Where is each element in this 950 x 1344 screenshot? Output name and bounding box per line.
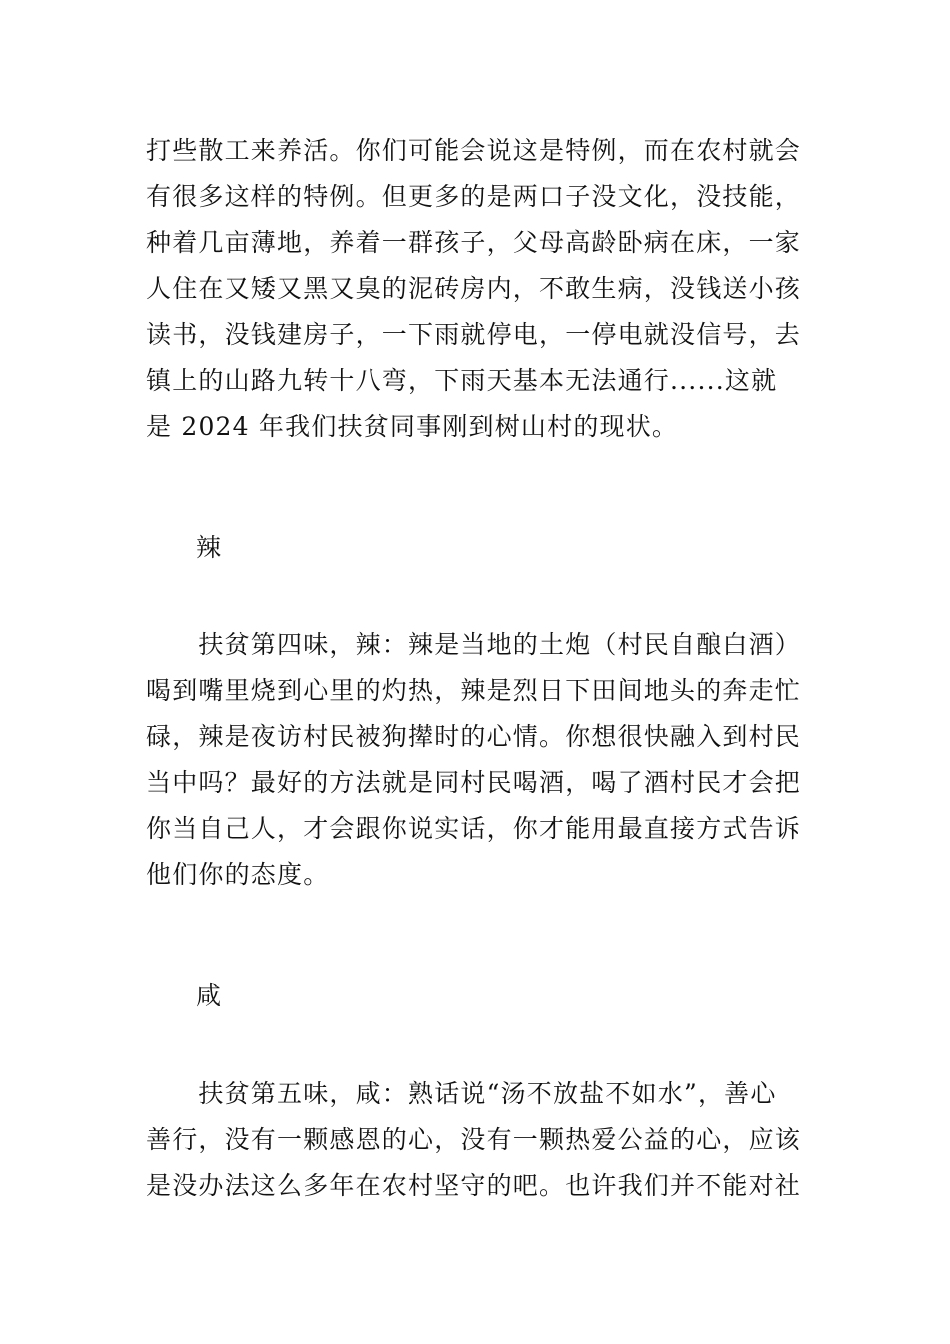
text-line: 碌，辣是夜访村民被狗撵时的心情。你想很快融入到村民 (146, 722, 802, 751)
paragraph-fourth-flavor (146, 622, 811, 898)
text-line: 是没办法这么多年在农村坚守的吧。也许我们并不能对社 (146, 1171, 802, 1200)
text-line: 有很多这样的特例。但更多的是两口子没文化，没技能， (146, 182, 802, 211)
text-line: 善行，没有一颗感恩的心，没有一颗热爱公益的心，应该 (146, 1125, 802, 1154)
text-line: 扶贫第五味，咸：熟话说“汤不放盐不如水”，善心 (146, 1079, 777, 1108)
text-line: 扶贫第四味，辣：辣是当地的土炮（村民自酿白酒） (146, 630, 802, 659)
text-line: 是 2024 年我们扶贫同事刚到树山村的现状。 (146, 412, 679, 441)
text-line: 打些散工来养活。你们可能会说这是特例，而在农村就会 (146, 136, 802, 165)
paragraph-poverty-conditions (146, 128, 811, 450)
text-line: 人住在又矮又黑又臭的泥砖房内，不敢生病，没钱送小孩 (146, 274, 802, 303)
text-line: 他们你的态度。 (146, 860, 330, 889)
text-line: 种着几亩薄地，养着一群孩子，父母高龄卧病在床，一家 (146, 228, 802, 257)
text-line: 当中吗？最好的方法就是同村民喝酒，喝了酒村民才会把 (146, 768, 802, 797)
text-line: 你当自己人，才会跟你说实话，你才能用最直接方式告诉 (146, 814, 802, 843)
paragraph-fifth-flavor (146, 1071, 811, 1209)
text-line: 镇上的山路九转十八弯，下雨天基本无法通行......这就 (146, 366, 778, 395)
text-line: 喝到嘴里烧到心里的灼热，辣是烈日下田间地头的奔走忙 (146, 676, 802, 705)
section-heading-spicy: 辣 (196, 533, 222, 562)
section-heading-salty: 咸 (196, 981, 222, 1010)
text-line: 读书，没钱建房子，一下雨就停电，一停电就没信号，去 (146, 320, 802, 349)
